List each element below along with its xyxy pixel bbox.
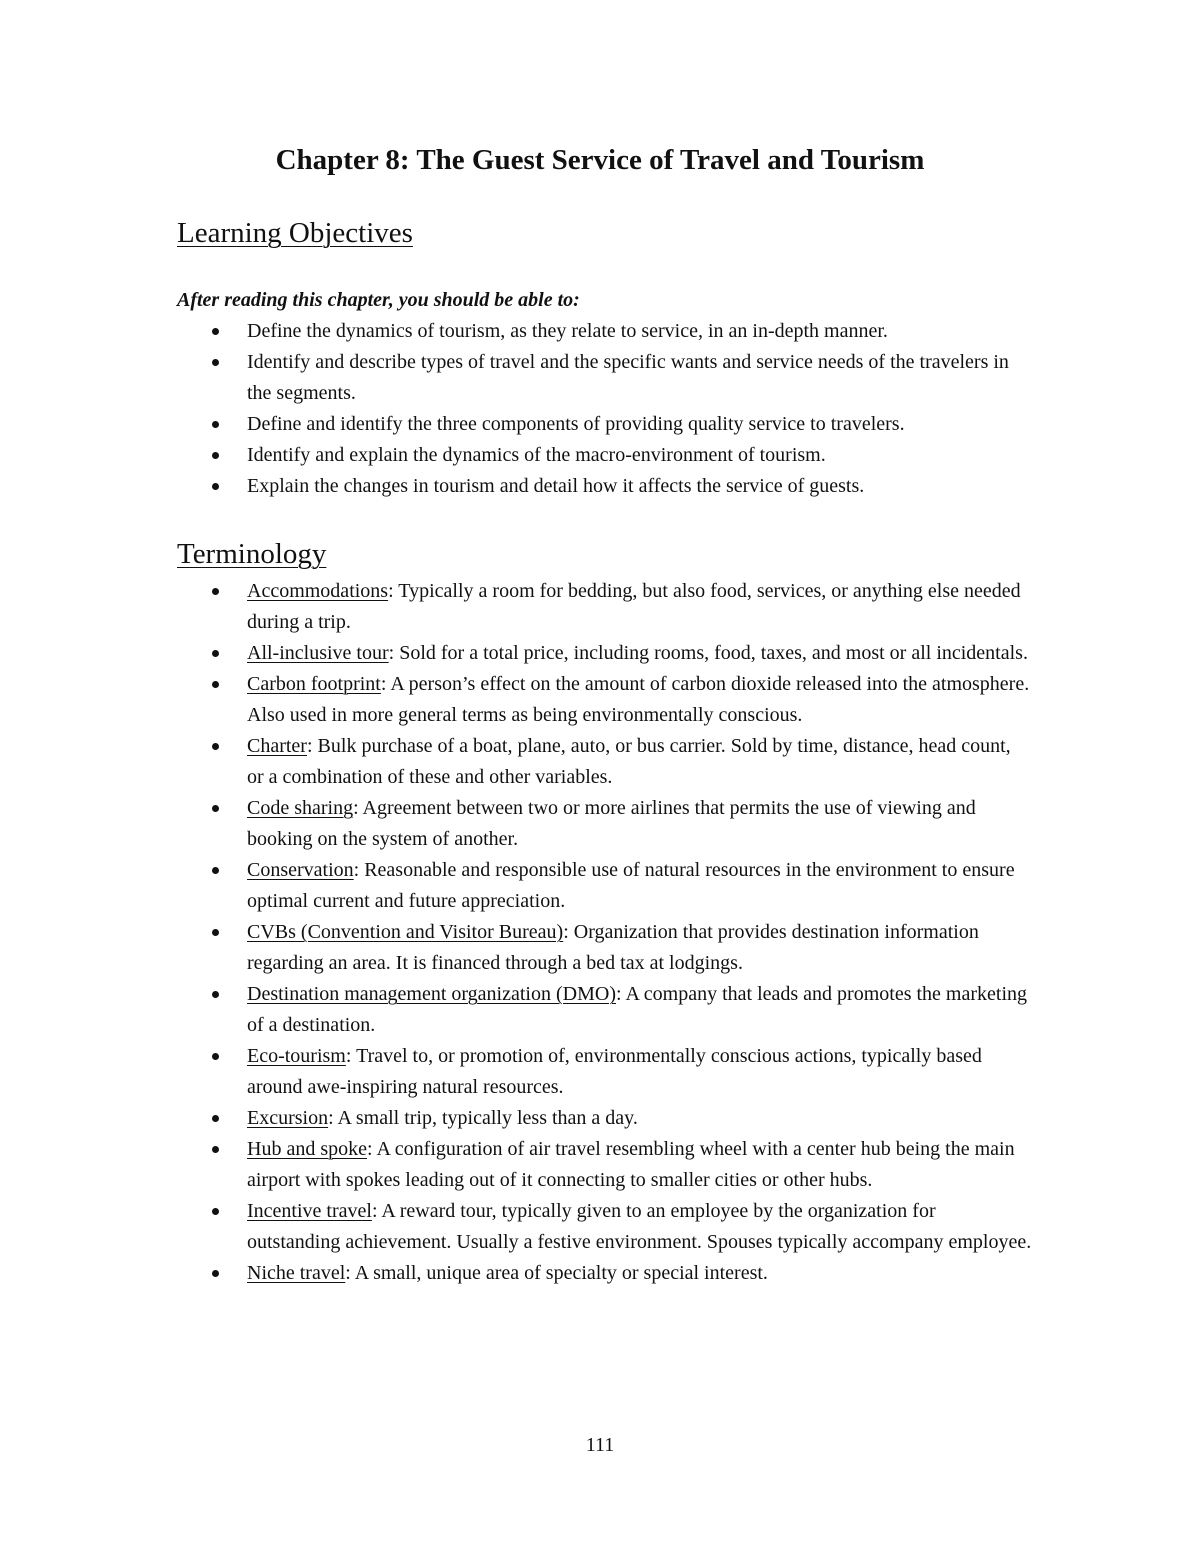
bullet-icon <box>212 681 219 688</box>
bullet-icon <box>212 867 219 874</box>
list-item <box>212 316 1032 347</box>
objective-text: Explain the changes in tourism and detail how it affects the service of guests. <box>247 475 865 497</box>
page-number: 111 <box>585 1434 615 1456</box>
term-name: Destination management organization (DMO) <box>247 983 616 1005</box>
list-item <box>212 1134 1032 1196</box>
list-item <box>212 855 1032 917</box>
term-name: Incentive travel <box>247 1200 372 1222</box>
list-item <box>212 979 1032 1041</box>
term-definition: : A small, unique area of specialty or special interest. <box>345 1262 768 1284</box>
objective-text: Define the dynamics of tourism, as they relate to service, in an in-depth manner. <box>247 320 888 342</box>
objective-text: Identify and explain the dynamics of the macro-environment of tourism. <box>247 444 826 466</box>
term-definition: : A small trip, typically less than a day. <box>328 1107 638 1129</box>
list-item <box>212 1258 1032 1289</box>
list-item <box>212 731 1032 793</box>
learning-objectives-list <box>212 316 1032 502</box>
terminology-heading: Terminology <box>177 538 327 570</box>
bullet-icon <box>212 991 219 998</box>
term-name: Conservation <box>247 859 354 881</box>
term-name: Code sharing <box>247 797 354 819</box>
list-item <box>212 471 1032 502</box>
list-item <box>212 440 1032 471</box>
bullet-icon <box>212 1053 219 1060</box>
bullet-icon <box>212 1146 219 1153</box>
terminology-list <box>212 576 1032 1289</box>
term-name: All-inclusive tour <box>247 642 389 664</box>
bullet-icon <box>212 483 219 490</box>
list-item <box>212 793 1032 855</box>
term-name: Hub and spoke <box>247 1138 367 1160</box>
list-item <box>212 669 1032 731</box>
term-name: Niche travel <box>247 1262 346 1284</box>
bullet-icon <box>212 359 219 366</box>
term-definition: : A configuration of air travel resembling wheel with a center hub being the main airport with spokes leading out of it connecting to smaller cities or other hubs. <box>247 1138 1015 1191</box>
term-definition: : Agreement between two or more airlines that permits the use of viewing and booking on the system of another. <box>247 797 976 850</box>
learning-objectives-intro: After reading this chapter, you should be able to: <box>177 289 580 311</box>
objective-text: Identify and describe types of travel and the specific wants and service needs of the travelers in the segments. <box>247 351 1009 404</box>
bullet-icon <box>212 650 219 657</box>
bullet-icon <box>212 805 219 812</box>
bullet-icon <box>212 743 219 750</box>
objective-text: Define and identify the three components of providing quality service to travelers. <box>247 413 905 435</box>
term-name: Accommodations <box>247 580 389 602</box>
term-name: CVBs (Convention and Visitor Bureau) <box>247 921 564 943</box>
bullet-icon <box>212 452 219 459</box>
term-name: Carbon footprint <box>247 673 381 695</box>
term-definition: : Typically a room for bedding, but also food, services, or anything else needed during a trip. <box>247 580 1021 633</box>
term-definition: : A company that leads and promotes the marketing of a destination. <box>247 983 1027 1036</box>
term-definition: : Sold for a total price, including rooms, food, taxes, and most or all incidentals. <box>388 642 1028 664</box>
list-item <box>212 917 1032 979</box>
list-item <box>212 1041 1032 1103</box>
term-definition: : A reward tour, typically given to an employee by the organization for outstanding achievement. Usually a festive environment. Spouses typically accompany employee. <box>247 1200 1032 1253</box>
learning-objectives-heading: Learning Objectives <box>177 217 413 249</box>
term-definition: : Travel to, or promotion of, environmentally conscious actions, typically based around awe-inspiring natural resources. <box>247 1045 982 1098</box>
list-item <box>212 1196 1032 1258</box>
bullet-icon <box>212 1115 219 1122</box>
bullet-icon <box>212 328 219 335</box>
term-definition: : A person’s effect on the amount of carbon dioxide released into the atmosphere. Also used in more general terms as being environmentally conscious. <box>247 673 1030 726</box>
bullet-icon <box>212 421 219 428</box>
term-definition: : Reasonable and responsible use of natural resources in the environment to ensure optimal current and future appreciation. <box>247 859 1015 912</box>
list-item <box>212 1103 1032 1134</box>
bullet-icon <box>212 929 219 936</box>
term-definition: : Bulk purchase of a boat, plane, auto, or bus carrier. Sold by time, distance, head count, or a combination of these and other variables. <box>247 735 1011 788</box>
bullet-icon <box>212 1270 219 1277</box>
term-name: Charter <box>247 735 307 757</box>
list-item <box>212 347 1032 409</box>
page-title: Chapter 8: The Guest Service of Travel and Tourism <box>275 144 925 176</box>
term-name: Eco-tourism <box>247 1045 346 1067</box>
bullet-icon <box>212 1208 219 1215</box>
list-item <box>212 638 1032 669</box>
bullet-icon <box>212 588 219 595</box>
term-name: Excursion <box>247 1107 329 1129</box>
term-definition: : Organization that provides destination information regarding an area. It is financed through a bed tax at lodgings. <box>247 921 979 974</box>
list-item <box>212 576 1032 638</box>
list-item <box>212 409 1032 440</box>
